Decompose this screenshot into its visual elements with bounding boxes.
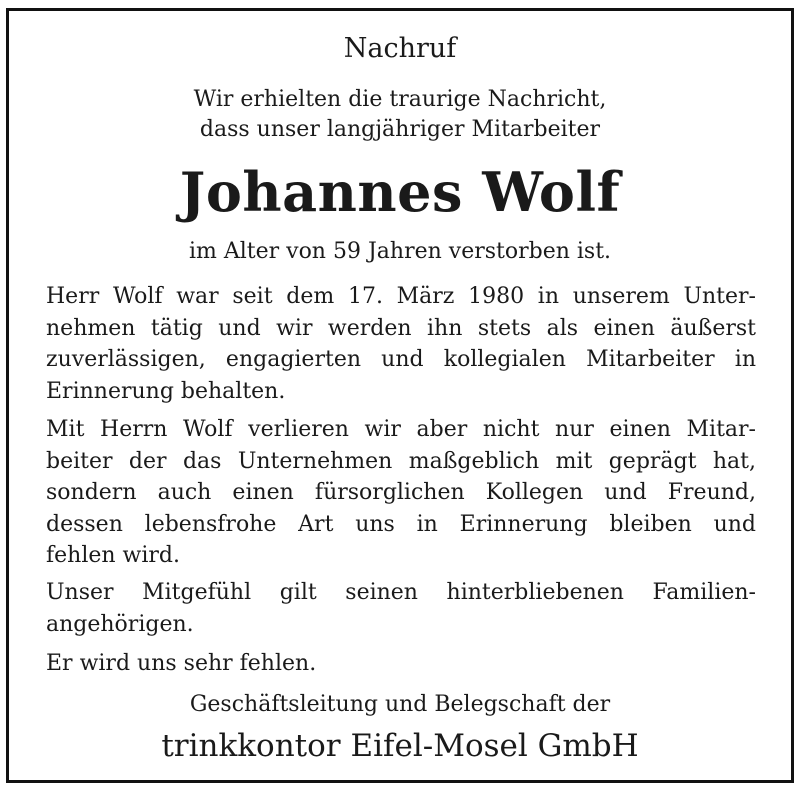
notice-title: Nachruf: [343, 33, 457, 64]
deceased-name: Johannes Wolf: [179, 160, 621, 224]
intro-line: Wir erhielten die traurige Nachricht,: [193, 87, 607, 112]
paragraph-line: beiter der das Unternehmen maßgeblich mit geprägt hat,: [46, 448, 756, 474]
age-line: im Alter von 59 Jahren verstorben ist.: [188, 239, 612, 264]
paragraph-tribute: [46, 414, 756, 572]
paragraph-line: zuverlässigen, engagierten und kollegialen Mitarbeiter in: [46, 347, 756, 372]
signature-line: Geschäftsleitung und Belegschaft der: [189, 692, 611, 717]
paragraph-line: Herr Wolf war seit dem 17. März 1980 in unserem Unter-: [46, 284, 756, 309]
intro-line: dass unser langjähriger Mitarbeiter: [199, 117, 601, 142]
paragraph-line: fehlen wird.: [46, 543, 181, 568]
paragraph-line: sondern auch einen fürsorglichen Kollegen und Freund,: [46, 480, 756, 505]
paragraph-line: Er wird uns sehr fehlen.: [46, 651, 317, 676]
paragraph-line: nehmen tätig und wir werden ihn stets als einen äußerst: [46, 315, 756, 341]
paragraph-line: Mit Herrn Wolf verlieren wir aber nicht nur einen Mitar-: [46, 417, 756, 442]
paragraph-line: dessen lebensfrohe Art uns in Erinnerung bleiben und: [46, 511, 756, 537]
paragraph-line: Erinnerung behalten.: [46, 378, 286, 404]
intro-text: [9, 85, 791, 145]
paragraph-line: Unser Mitgefühl gilt seinen hinterbliebenen Familien-: [46, 580, 756, 605]
company-name: trinkkontor Eifel-Mosel GmbH: [161, 728, 639, 764]
notice-frame: [6, 8, 794, 783]
notice-content: [9, 11, 791, 780]
paragraph-employment: [46, 281, 756, 407]
paragraph-condolence: [46, 577, 756, 640]
paragraph-closing: [46, 648, 756, 680]
paragraph-line: angehörigen.: [46, 611, 194, 637]
